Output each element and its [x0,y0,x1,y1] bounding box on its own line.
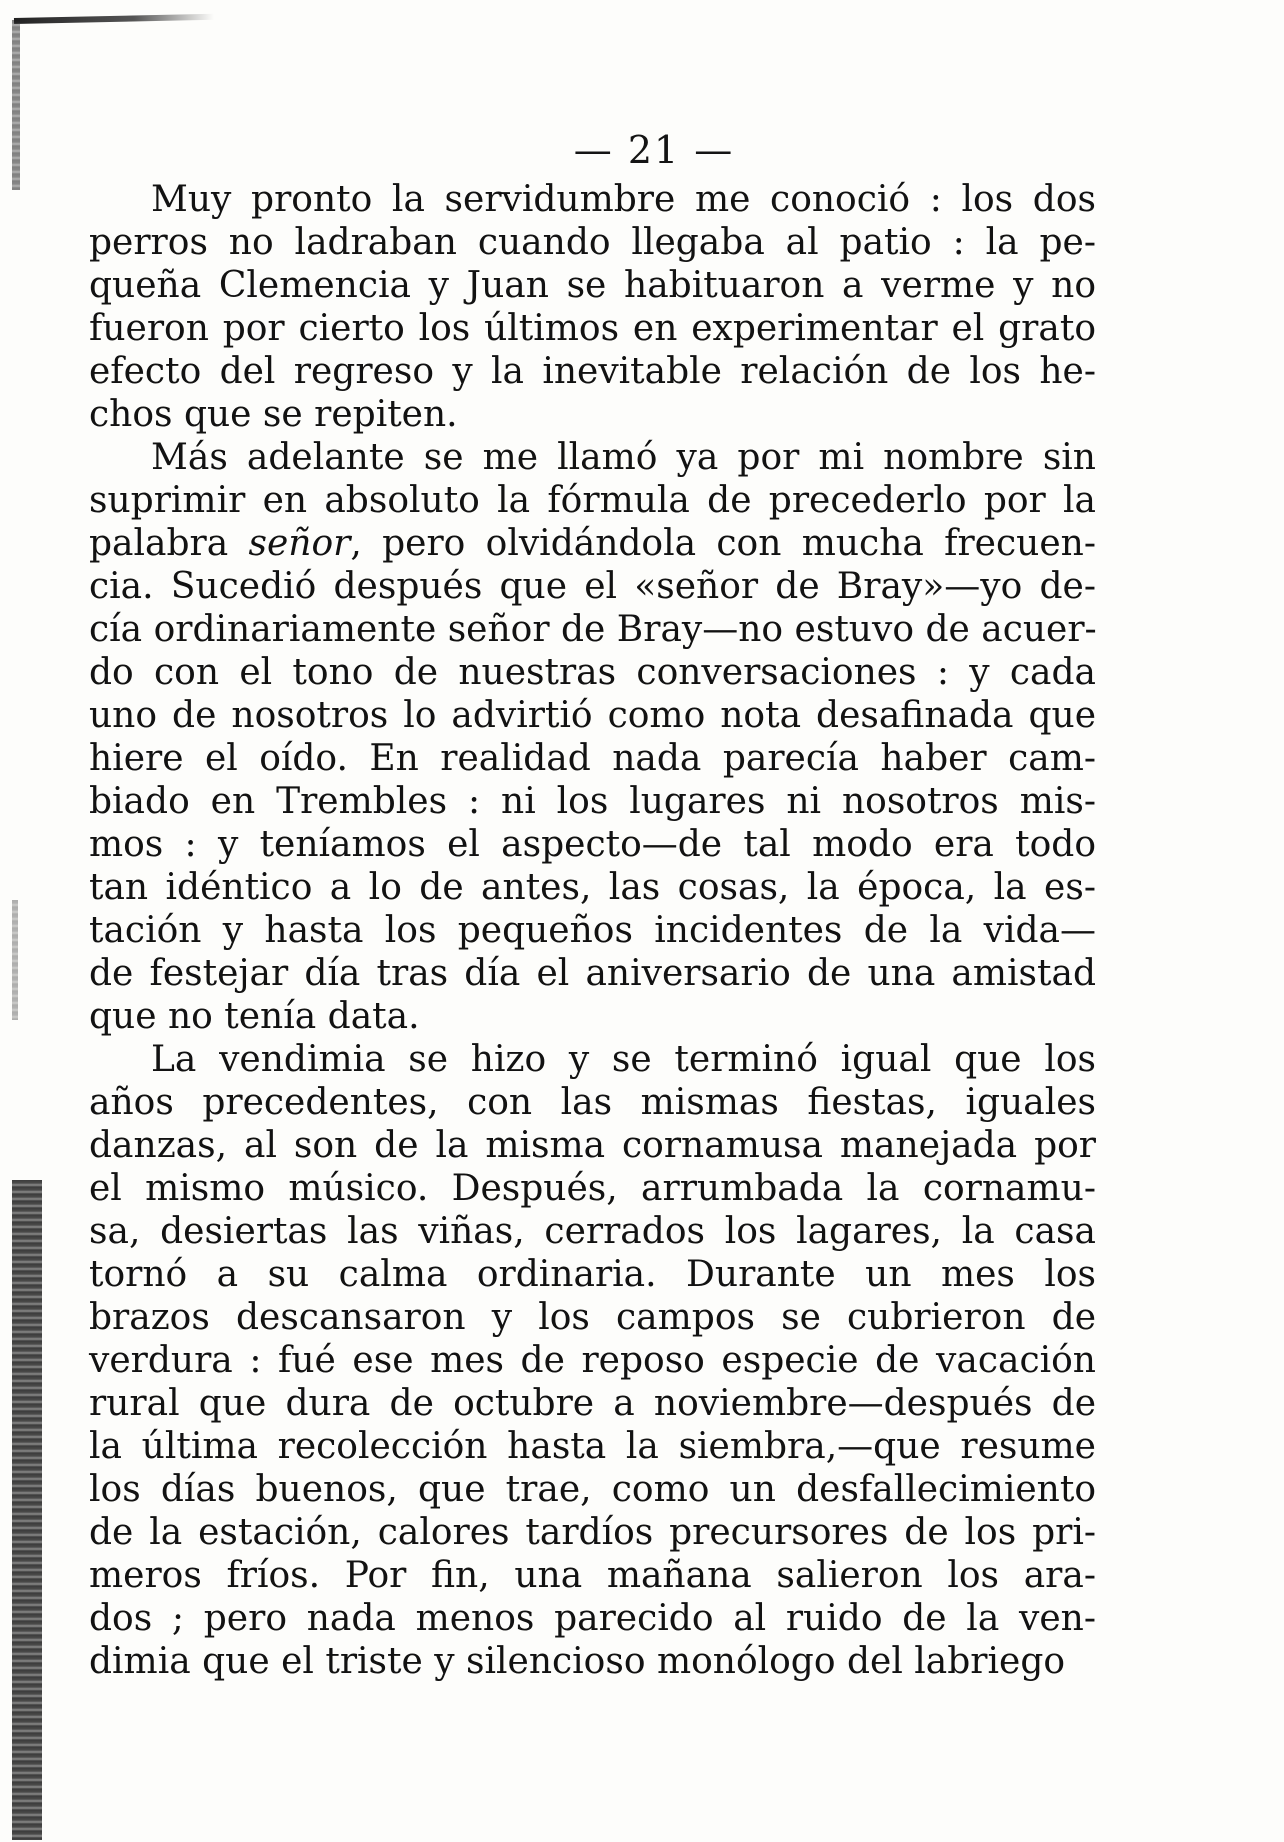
text-line: cía ordinariamente señor de Bray—no estuvo de acuer- [89,609,1097,650]
text-line: tan idéntico a lo de antes, las cosas, la época, la es- [89,867,1096,908]
text-line: fueron por cierto los últimos en experimentar el grato [89,308,1096,349]
text-line: de festejar día tras día el aniversario de una amistad [89,953,1096,994]
paragraph [89,178,1096,436]
text-line: meros fríos. Por fin, una mañana salieron los ara- [89,1555,1096,1596]
text-line: tación y hasta los pequeños incidentes de la vida— [89,910,1096,951]
text-line: rural que dura de octubre a noviembre—después de [89,1383,1096,1424]
text-line: que no tenía data. [89,996,420,1037]
text-line: dos ; pero nada menos parecido al ruido de la ven- [89,1598,1096,1639]
text-line: do con el tono de nuestras conversaciones : y cada [89,652,1096,693]
text-line: mos : y teníamos el aspecto—de tal modo era todo [89,824,1096,865]
text-line: la última recolección hasta la siembra,—que resume [89,1426,1096,1467]
text-line: de la estación, calores tardíos precursores de los pri- [89,1512,1096,1553]
text-line: Muy pronto la servidumbre me conoció : los dos [151,179,1096,220]
text-line: tornó a su calma ordinaria. Durante un mes los [89,1254,1096,1295]
paragraph [89,436,1096,1038]
text-line: suprimir en absoluto la fórmula de precederlo por la [89,480,1096,521]
text-line: perros no ladraban cuando llegaba al patio : la pe- [89,222,1096,263]
text-line: chos que se repiten. [89,394,458,435]
text-line: palabra señor, pero olvidándola con mucha frecuen- [89,523,1096,564]
text-line: el mismo músico. Después, arrumbada la cornamu- [89,1168,1096,1209]
text-line: brazos descansaron y los campos se cubrieron de [89,1297,1096,1338]
scan-edge-bottom [12,1180,42,1840]
page-number: — 21 — [573,128,735,172]
text-line: uno de nosotros lo advirtió como nota desafinada que [89,695,1096,736]
text-line: La vendimia se hizo y se terminó igual que los [151,1039,1096,1080]
body-text [89,178,1096,1683]
text-line: sa, desiertas las viñas, cerrados los lagares, la casa [89,1211,1096,1252]
text-line: hiere el oído. En realidad nada parecía haber cam- [89,738,1096,779]
text-line: dimia que el triste y silencioso monólogo del labriego [89,1641,1066,1682]
text-line: efecto del regreso y la inevitable relación de los he- [89,351,1096,392]
text-line: Más adelante se me llamó ya por mi nombre sin [151,437,1096,478]
text-line: verdura : fué ese mes de reposo especie de vacación [89,1340,1096,1381]
text-line: los días buenos, que trae, como un desfallecimiento [89,1469,1096,1510]
scan-edge-mid [12,900,18,1020]
text-line: queña Clemencia y Juan se habituaron a verme y no [89,265,1096,306]
text-line: biado en Trembles : ni los lugares ni nosotros mis- [89,781,1096,822]
text-line: cia. Sucedió después que el «señor de Bray»—yo de- [89,566,1096,607]
text-line: años precedentes, con las mismas fiestas, iguales [89,1082,1096,1123]
paragraph [89,1038,1096,1683]
text-line: danzas, al son de la misma cornamusa manejada por [89,1125,1096,1166]
